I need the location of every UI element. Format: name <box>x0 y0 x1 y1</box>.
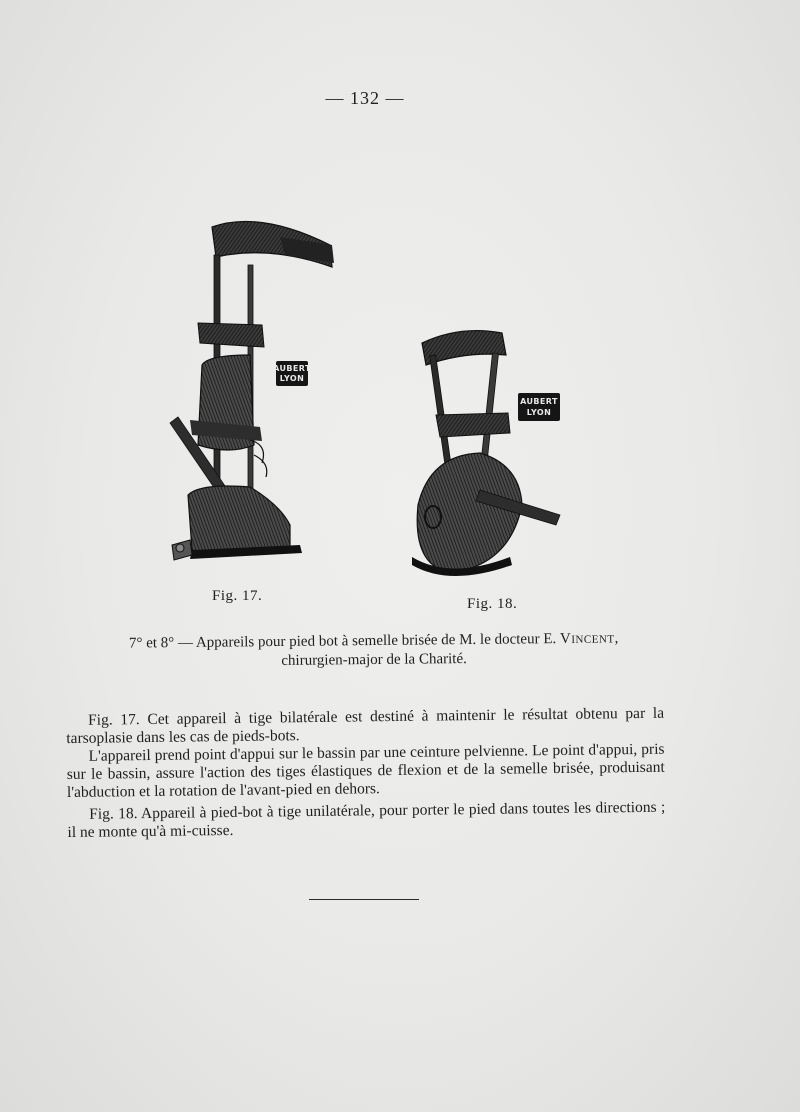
paragraph-fig17: Fig. 17. Cet appareil à tige bilatérale est destiné à maintenir le résultat obtenu par la tarsoplasie dans les cas de pieds-bots. <box>66 704 665 747</box>
figure-caption <box>84 629 664 673</box>
fig17-label: Fig. 17. <box>212 588 263 604</box>
orthopedic-braces-engraving <box>150 205 630 625</box>
caption-line1-prefix: 7° et 8° — Appareils pour pied bot à semelle brisée de M. le docteur E. <box>128 631 557 652</box>
paragraph-fig18: Fig. 18. Appareil à pied-bot à tige unilatérale, pour porter le pied dans toutes les directions ; il ne monte qu'à mi-cuisse. <box>67 798 666 841</box>
svg-text:AUBERT: AUBERT <box>273 364 311 373</box>
fig18-brace-drawing <box>412 331 560 576</box>
fig18-label: Fig. 18. <box>467 596 518 612</box>
figure-illustrations <box>150 205 630 625</box>
section-divider-rule <box>309 899 419 900</box>
fig17-brace-drawing <box>170 221 334 560</box>
page-number: — 132 — <box>325 88 405 108</box>
svg-text:LYON: LYON <box>526 408 552 417</box>
body-text <box>66 705 666 842</box>
caption-line2: chirurgien-major de la Charité. <box>281 651 467 669</box>
paragraph-appareil: L'appareil prend point d'appui sur le bassin par une ceinture pelvienne. Le point d'appui, pris sur le bassin, assure l'action des tiges élastiques de flexion et de la semelle brisée, produisant l'abduction et la rotation de l'avant-pied en dehors. <box>66 740 665 801</box>
svg-text:AUBERT: AUBERT <box>520 397 558 406</box>
caption-author-name: Vincent, <box>559 630 619 648</box>
svg-text:LYON: LYON <box>279 374 305 383</box>
